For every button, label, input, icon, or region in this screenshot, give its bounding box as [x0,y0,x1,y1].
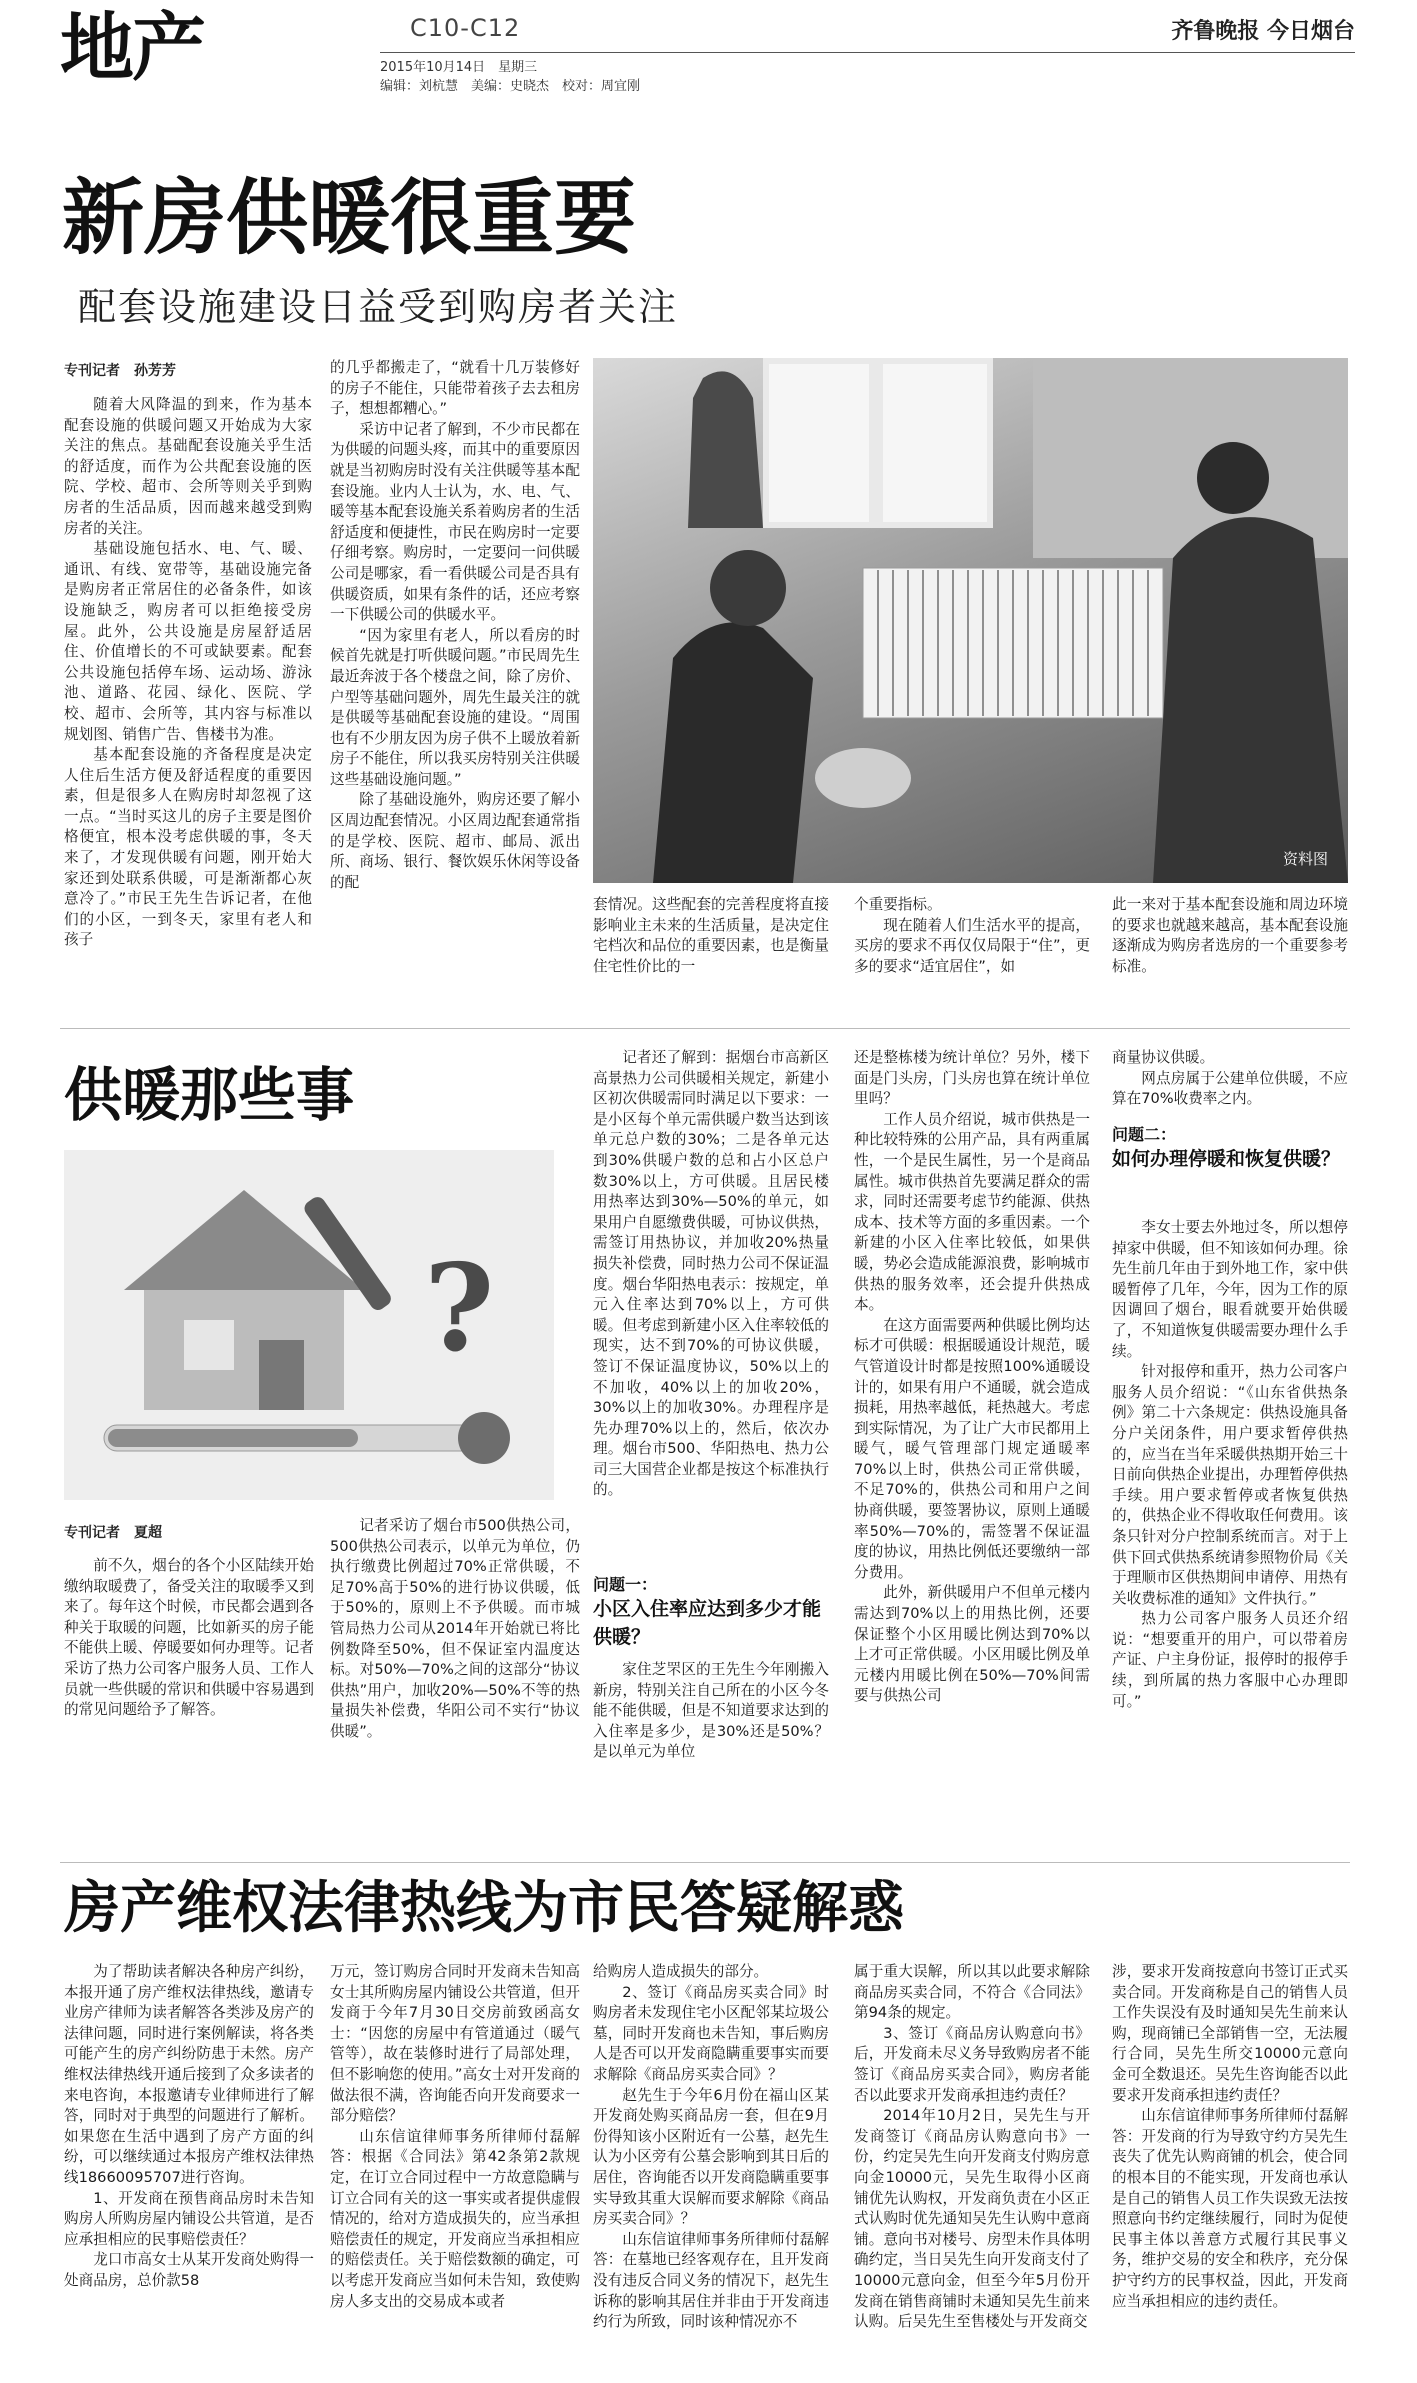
article2-title: 供暖那些事 [64,1061,355,1129]
article1-byline: 专刊记者 孙芳芳 [64,363,176,379]
article2-byline: 专刊记者 夏超 [64,1525,162,1541]
question-1 [593,1572,829,1651]
house-thermometer-graphic [64,1150,554,1500]
photo-caption: 资料图 [1282,850,1328,868]
article1-col2: 的几乎都搬走了，“就看十几万装修好的房子不能住，只能带着孩子去去租房子，想想都糟心。” 采访中记者了解到，不少市民都在为供暖的问题头疼，而其中的重要原因就是当初购房时没有关注供暖等基本配套设施。业内人士认为，水、电、气、暖等基本配套设施关系着购房者的生活舒适度和便捷性，市民在购房时一定要仔细考察。购房时，一定要问一问供暖公司是哪家，看一看供暖公司是否具有供暖资质，如果有条件的话，还应考察一下供暖公司的供暖水平。 “因为家里有老人，所以看房的时候首先就是打听供暖问题。”市民周先生最近奔波于各个楼盘之间，除了房价、户型等基础问题外，周先生最关注的就是供暖等基础配套设施的建设。“周围也有不少朋友因为房子供不上暖放着新房子不能住，所以我买房特别关注供暖这些基础设施问题。” 除了基础设施外，购房还要了解小区周边配套情况。小区周边配套通常指的是学校、医院、超市、邮局、派出所、商场、银行、餐饮娱乐休闲等设备的配 [330,359,580,891]
article3-col3: 给购房人造成损失的部分。 2、签订《商品房买卖合同》时购房者未发现住宅小区配邻某垃圾公墓，同时开发商也未告知，事后购房人是否可以开发商隐瞒重要事实而要求解除《商品房买卖合同》？ 赵先生于今年6月份在福山区某开发商处购买商品房一套，但在9月份得知该小区附近有一公墓，赵先生认为小区旁有公墓会影响到其日后的居住，咨询能否以开发商隐瞒重要事实导致其重大误解而要求解除《商品房买卖合同》？ 山东信谊律师事务所律师付磊解答：在墓地已经客观存在，且开发商没有违反合同义务的情况下，赵先生诉称的影响其居住并非由于开发商违约行为所致，同时该种情况亦不 [593,1963,829,2331]
article1-col1: 随着大风降温的到来，作为基本配套设施的供暖问题又开始成为大家关注的焦点。基础配套设施关乎生活的舒适度，而作为公共配套设施的医院、学校、超市、会所等则关乎到购房者的生活品质，因而越来越受到购房者的关注。 基础设施包括水、电、气、暖、通讯、有线、宽带等，基础设施完备是购房者正常居住的必备条件，如该设施缺乏，购房者可以拒绝接受房屋。此外，公共设施是房屋舒适居住、价值增长的不可或缺要素。配套公共设施包括停车场、运动场、游泳池、道路、花园、绿化、医院、学校、超市、会所等，其内容与标准以规划图、销售广告、售楼书为准。 基本配套设施的齐备程度是决定人住后生活方便及舒适程度的重要因素，但是很多人在购房时却忽视了这一点。“当时买这儿的房子主要是图价格便宜，根本没考虑供暖的事，冬天来了，才发现供暖有问题，刚开始大家还到处联系供暖，可是渐渐都心灰意冷了。”市民王先生告诉记者，在他们的小区，一到冬天，家里有老人和孩子 [64,396,312,949]
article2-col4: 还是整栋楼为统计单位？另外，楼下面是门头房，门头房也算在统计单位里吗？ 工作人员介绍说，城市供热是一种比较特殊的公用产品，具有两重属性，一个是民生属性，另一个是商品属性。城市供热首先要满足群众的需求，同时还需要考虑节约能源、供热成本、技术等方面的多重因素。一个新建的小区入住率比较低，如果供暖，势必会造成能源浪费，影响城市供热的服务效率，还会提升供热成本。 在这方面需要两种供暖比例均达标才可供暖：根据暖通设计规范，暖气管道设计时都是按照100%通暖设计的，如果有用户不通暖，就会造成损耗，用热率越低，耗热越大。考虑到实际情况，为了让广大市民都用上暖气，暖气管理部门规定通暖率70%以上时，供热公司正常供暖，不足70%的，供热公司和用户之间协商供暖，要签署协议，原则上通暖率50%—70%的，需签署不保证温度的协议，用热比例低还要缴纳一部分费用。 此外，新供暖用户不但单元楼内需达到70%以上的用热比例，还要保证整个小区用暖比例达到70%以上才可正常供暖。小区用暖比例及单元楼内用暖比例在50%—70%间需要与供热公司 [854,1049,1090,1705]
section-divider-1 [60,1028,1350,1029]
article3-title: 房产维权法律热线为市民答疑解惑 [64,1876,904,1941]
question-2 [1112,1122,1348,1173]
masthead-meta [380,58,640,96]
article3-col2: 万元，签订购房合同时开发商未告知高女士其所购房屋内铺设公共管道，但开发商于今年7月30日交房前致函高女士：“因您的房屋中有管道通过（暖气管等），故在装修时进行了局部处理，但不影响您的使用。”高女士对开发商的做法很不满，咨询能否向开发商要求一部分赔偿？ 山东信谊律师事务所律师付磊解答：根据《合同法》第42条第2款规定，在订立合同过程中一方故意隐瞒与订立合同有关的这一事实或者提供虚假情况的，给对方造成损失的，应当承担赔偿责任的规定，开发商应当承担相应的赔偿责任。关于赔偿数额的确定，可以考虑开发商应当如何未告知，致使购房人多支出的交易成本或者 [330,1963,580,2310]
heater-photo-illustration [593,358,1348,883]
article1-subtitle: 配套设施建设日益受到购房者关注 [78,285,679,329]
question-2-label: 问题二： [1112,1125,1177,1144]
heating-illustration [64,1150,554,1500]
article2-col2: 记者采访了烟台市500供热公司，500供热公司表示，以单元为单位，仍执行缴费比例超过70%正常供暖，不足70%高于50%的进行协议供暖，低于50%的，原则上不予供暖。而市城管局热力公司从2014年开始就已将比例数降至50%，但不保证室内温度达标。对50%—70%之间的这部分“协议供热”用户，加收20%—50%不等的热量损失补偿费，华阳公司不实行“协议供暖”。 [330,1517,580,1740]
svg-text:?: ? [424,1238,495,1379]
article2-col5-top: 商量协议供暖。 网点房属于公建单位供暖，不应算在70%收费率之内。 [1112,1049,1348,1108]
editors-line: 编辑：刘杭慧 美编：史晓杰 校对：周宜刚 [380,79,641,94]
masthead-rule [380,52,1355,53]
article1-title: 新房供暖很重要 [62,170,637,266]
article2-col1: 前不久，烟台的各个小区陆续开始缴纳取暖费了，备受关注的取暖季又到来了。每年这个时候，市民都会遇到各种关于取暖的问题，比如新买的房子能不能供上暖、停暖要如何办理等。记者采访了热力公司客户服务人员、工作人员就一些供暖的常识和供暖中容易遇到的常见问题给予了解答。 [64,1557,314,1719]
article3-col5: 涉，要求开发商按意向书签订正式买卖合同。开发商称是自己的销售人员工作失误没有及时通知吴先生前来认购，现商铺已全部销售一空，无法履行合同，吴先生所交10000元意向金可全数退还。吴先生咨询能否以此要求开发商承担违约责任？ 山东信谊律师事务所律师付磊解答：开发商的行为导致守约方吴先生丧失了优先认购商铺的机会，使合同的根本目的不能实现，开发商也承认是自己的销售人员工作失误致无法按照意向书约定继续履行，同时为促使民事主体以善意方式履行其民事义务，维护交易的安全和秩序，充分保护守约方的民事权益，因此，开发商应当承担相应的违约责任。 [1112,1963,1348,2310]
article2-col3-bottom: 家住芝罘区的王先生今年刚搬入新房，特别关注自己所在的小区今冬能不能供暖，但是不知道要求达到的入住率是多少，是30%还是50%？是以单元为单位 [593,1661,829,1761]
section-logo: 地产 [60,5,204,91]
article3-col1: 为了帮助读者解决各种房产纠纷，本报开通了房产维权法律热线，邀请专业房产律师为读者解答各类涉及房产的法律问题，同时进行案例解读，将各类可能产生的房产纠纷防患于未然。房产维权法律热线开通后接到了众多读者的来电咨询，本报邀请专业律师进行了解答，同时对于典型的问题进行了解析。如果您在生活中遇到了房产方面的纠纷，可以继续通过本报房产维权法律热线18660095707进行咨询。 1、开发商在预售商品房时未告知购房人所购房屋内铺设公共管道，是否应承担相应的民事赔偿责任？ 龙口市高女士从某开发商处购得一处商品房，总价款58 [64,1963,314,2289]
article2-col5-bottom: 李女士要去外地过冬，所以想停掉家中供暖，但不知该如何办理。徐先生前几年由于到外地工作，家中供暖暂停了几年，今年，因为工作的原因调回了烟台，眼看就要开始供暖了，不知道恢复供暖需要办理什么手续。 针对报停和重开，热力公司客户服务人员介绍说：“《山东省供热条例》第二十六条规定：供热设施具备分户关闭条件，用户要求暂停供热的，应当在当年采暖供热期开始三十日前向供热企业提出，办理暂停供热手续。用户要求暂停或者恢复供热的，供热企业不得收取任何费用。该条只针对分户控制系统而言。对于上供下回式供热系统请参照物价局《关于理顺市区供热期间申请停、用热有关收费标准的通知》文件执行。” 热力公司客户服务人员还介绍说：“想要重开的用户，可以带着房产证、户主身份证，报停时的报停手续，到所属的热力客服中心办理即可。” [1112,1219,1348,1710]
date-line: 2015年10月14日 星期三 [380,60,538,75]
article1-col3: 套情况。这些配套的完善程度将直接影响业主未来的生活质量，是决定住宅档次和品位的重要因素，也是衡量住宅性价比的一 [593,896,829,975]
question-1-label: 问题一： [593,1575,658,1594]
article2-col3-top: 记者还了解到：据烟台市高新区高景热力公司供暖相关规定，新建小区初次供暖需同时满足以下要求：一是小区每个单元需供暖户数当达到该单元总户数的30%；二是各单元达到30%供暖户数的总和占小区总户数30%以上，方可供暖。且居民楼用热率达到30%—50%的单元，如果用户自愿缴费供暖，可协议供热，需签订用热协议，并加收20%热量损失补偿费，同时热力公司不保证温度。烟台华阳热电表示：按规定，单元入住率达到70%以上，方可供暖。但考虑到新建小区入住率较低的现实，达不到70%的可协议供暖，签订不保证温度协议，50%以上的不加收，40%以上的加收20%，30%以上的加收30%。办理程序是先办理70%以上的，然后，依次办理。烟台市500、华阳热电、热力公司三大国营企业都是按这个标准执行的。 [593,1049,829,1499]
section-divider-2 [60,1862,1350,1863]
article1-col4: 个重要指标。 现在随着人们生活水平的提高，买房的要求不再仅仅局限于“住”，更多的要求“适宜居住”，如 [854,896,1090,975]
newspaper-brand: 齐鲁晚报 今日烟台 [1171,18,1355,44]
article1-col5: 此一来对于基本配套设施和周边环境的要求也就越来越高，基本配套设施逐渐成为购房者选房的一个重要参考标准。 [1112,896,1348,975]
question-1-text: 小区入住率应达到多少才能供暖？ [593,1598,822,1648]
heater-photo [593,358,1348,883]
question-2-text: 如何办理停暖和恢复供暖？ [1112,1148,1341,1170]
article3-col4: 属于重大误解，所以其以此要求解除商品房买卖合同，不符合《合同法》第94条的规定。 3、签订《商品房认购意向书》后，开发商未尽义务导致购房者不能签订《商品房买卖合同》，购房者能否以此要求开发商承担违约责任？ 2014年10月2日，吴先生与开发商签订《商品房认购意向书》一份，约定吴先生向开发商支付购房意向金10000元，吴先生取得小区商铺优先认购权，开发商负责在小区正式认购时优先通知吴先生认购中意商铺。意向书对楼号、房型未作具体明确约定，当日吴先生向开发商支付了10000元意向金，但至今年5月份开发商在销售商铺时未通知吴先生前来认购。后吴先生至售楼处与开发商交 [854,1963,1090,2331]
page-range: C10-C12 [410,14,521,42]
